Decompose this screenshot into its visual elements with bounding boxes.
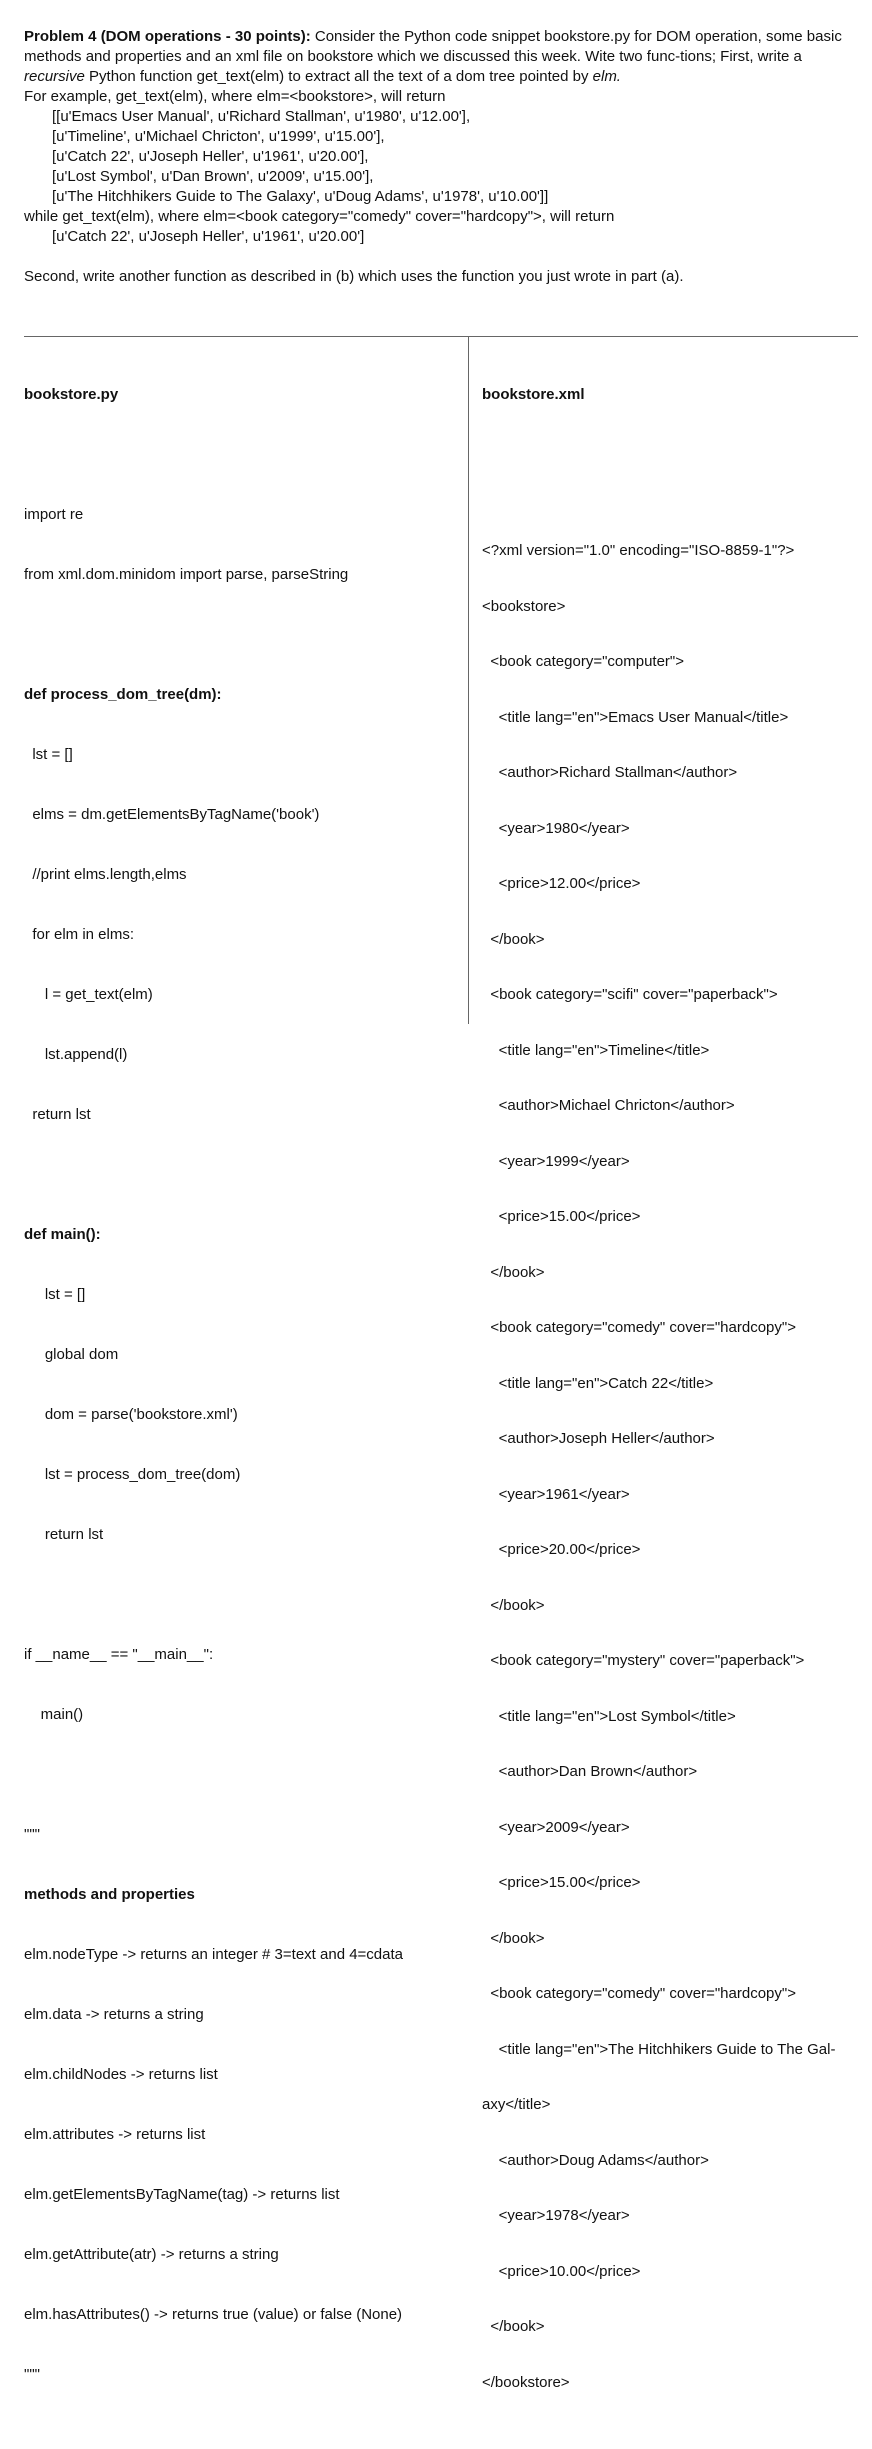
function-def: def main(): xyxy=(24,1226,101,1243)
example-result-line: [u'Lost Symbol', u'Dan Brown', u'2009', u'15.00'], xyxy=(52,168,374,185)
code-line: l = get_text(elm) xyxy=(24,986,153,1003)
xml-line: <price>15.00</price> xyxy=(482,1874,641,1891)
xml-line: </book> xyxy=(482,1929,545,1947)
example-result-line: [u'Catch 22', u'Joseph Heller', u'1961', u'20.00'], xyxy=(52,148,369,165)
method-line: elm.data -> returns a string xyxy=(24,2006,204,2023)
xml-line: <price>20.00</price> xyxy=(482,1541,641,1558)
example-result-line: [u'Timeline', u'Michael Chricton', u'1999', u'15.00'], xyxy=(52,128,385,145)
xml-line: <title lang="en">Lost Symbol</title> xyxy=(482,1707,736,1725)
xml-line: <?xml version="1.0" encoding="ISO-8859-1"?> xyxy=(482,542,795,559)
code-line: for elm in elms: xyxy=(24,926,135,943)
xml-line: <book category="computer"> xyxy=(482,653,685,670)
xml-line: </bookstore> xyxy=(482,2373,570,2391)
docstring-close: """ xyxy=(24,2366,40,2383)
column-divider xyxy=(468,336,469,1024)
table-top-rule xyxy=(24,336,858,337)
intro-text-b: Python function get_text(elm) to extract all the text of a dom tree pointed by xyxy=(84,68,593,85)
code-line: //print elms.length,elms xyxy=(24,866,187,883)
code-line: from xml.dom.minidom import parse, parseString xyxy=(24,566,349,583)
code-line: global dom xyxy=(24,1346,119,1363)
example-result-line: [u'The Hitchhikers Guide to The Galaxy', u'Doug Adams', u'1978', u'10.00']] xyxy=(52,188,549,205)
xml-line: <author>Richard Stallman</author> xyxy=(482,764,738,781)
xml-line: <title lang="en">Timeline</title> xyxy=(482,1041,710,1059)
xml-line: <author>Doug Adams</author> xyxy=(482,2151,709,2169)
code-line: lst = process_dom_tree(dom) xyxy=(24,1466,241,1483)
method-line: elm.getElementsByTagName(tag) -> returns list xyxy=(24,2186,340,2203)
bookstore-xml-column xyxy=(482,345,862,2449)
xml-line: <book category="comedy" cover="hardcopy"> xyxy=(482,1319,796,1336)
method-line: elm.hasAttributes() -> returns true (value) or false (None) xyxy=(24,2306,403,2323)
xml-line: <year>1999</year> xyxy=(482,1152,630,1170)
code-line: return lst xyxy=(24,1106,91,1123)
problem-intro xyxy=(24,27,859,87)
xml-line: axy</title> xyxy=(482,2096,551,2113)
code-line: import re xyxy=(24,506,84,523)
code-line: elms = dm.getElementsByTagName('book') xyxy=(24,806,320,823)
xml-line: </book> xyxy=(482,930,545,948)
intro-elm: elm. xyxy=(592,68,621,85)
code-line: lst.append(l) xyxy=(24,1046,128,1063)
problem-title: Problem 4 (DOM operations - 30 points): xyxy=(24,28,311,45)
docstring-open: """ xyxy=(24,1826,40,1843)
xml-line: </book> xyxy=(482,1596,545,1614)
example-result-line: [[u'Emacs User Manual', u'Richard Stallman', u'1980', u'12.00'], xyxy=(52,108,471,125)
xml-line: </book> xyxy=(482,2318,545,2335)
problem-statement xyxy=(24,27,859,287)
method-line: elm.attributes -> returns list xyxy=(24,2126,206,2143)
methods-heading: methods and properties xyxy=(24,1886,195,1903)
xml-line: <title lang="en">Emacs User Manual</title> xyxy=(482,708,789,726)
xml-line: <price>15.00</price> xyxy=(482,1208,641,1225)
xml-line: <book category="mystery" cover="paperback"> xyxy=(482,1652,805,1669)
code-line: return lst xyxy=(24,1526,104,1543)
example-line: For example, get_text(elm), where elm=<bookstore>, will return xyxy=(24,88,446,105)
code-line: main() xyxy=(24,1706,84,1723)
xml-line: <author>Dan Brown</author> xyxy=(482,1763,698,1780)
method-line: elm.nodeType -> returns an integer # 3=text and 4=cdata xyxy=(24,1946,403,1963)
xml-listing xyxy=(482,505,862,2429)
intro-recursive: recursive xyxy=(24,68,85,85)
method-line: elm.childNodes -> returns list xyxy=(24,2066,218,2083)
xml-line: <title lang="en">The Hitchhikers Guide to The Gal- xyxy=(482,2040,836,2058)
while-result: [u'Catch 22', u'Joseph Heller', u'1961', u'20.00'] xyxy=(52,228,365,245)
code-line: lst = [] xyxy=(24,1286,86,1303)
xml-line: <author>Michael Chricton</author> xyxy=(482,1097,735,1114)
xml-line: <year>1978</year> xyxy=(482,2207,630,2224)
code-line: if __name__ == "__main__": xyxy=(24,1646,214,1663)
second-line: Second, write another function as described in (b) which uses the function you just wrote in part (a). xyxy=(24,268,684,285)
while-line: while get_text(elm), where elm=<book category="comedy" cover="hardcopy">, will return xyxy=(24,208,615,225)
xml-line: <price>12.00</price> xyxy=(482,875,641,892)
xml-line: <title lang="en">Catch 22</title> xyxy=(482,1374,714,1392)
xml-line: <price>10.00</price> xyxy=(482,2262,641,2280)
xml-line: <year>2009</year> xyxy=(482,1818,630,1836)
function-def: def process_dom_tree(dm): xyxy=(24,686,222,703)
intro-text-a: Consider the Python code snippet bookstore.py for DOM operation, some basic methods and properties and an xml file on bookstore which we discussed this week. Wite two func-tions; First, write a xyxy=(24,28,842,65)
bookstore-py-column xyxy=(24,345,464,2405)
xml-line: <book category="scifi" cover="paperback"> xyxy=(482,986,778,1003)
xml-line: <year>1980</year> xyxy=(482,819,630,837)
code-line: dom = parse('bookstore.xml') xyxy=(24,1406,238,1423)
code-line: lst = [] xyxy=(24,746,73,763)
xml-line: </book> xyxy=(482,1263,545,1281)
xml-line: <year>1961</year> xyxy=(482,1485,630,1503)
method-line: elm.getAttribute(atr) -> returns a string xyxy=(24,2246,279,2263)
xml-line: <author>Joseph Heller</author> xyxy=(482,1430,715,1447)
column-heading: bookstore.xml xyxy=(482,386,585,403)
xml-line: <book category="comedy" cover="hardcopy"> xyxy=(482,1985,796,2002)
xml-line: <bookstore> xyxy=(482,597,566,615)
column-heading: bookstore.py xyxy=(24,386,119,403)
